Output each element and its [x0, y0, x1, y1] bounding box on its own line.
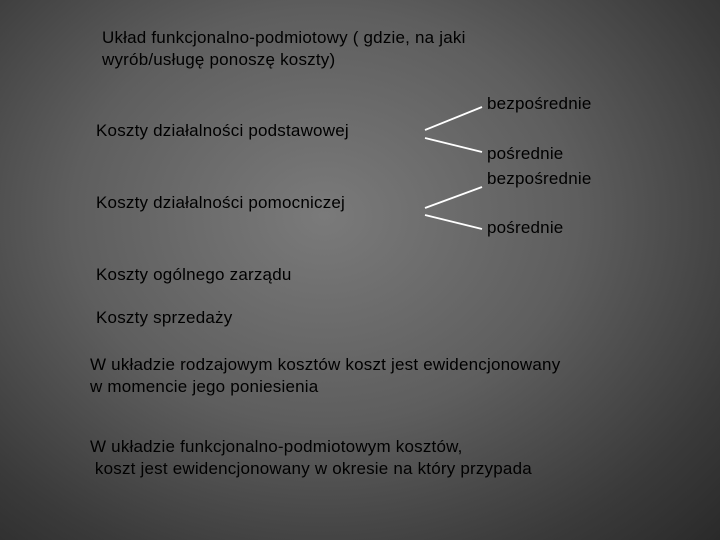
- category-pomocnicza: Koszty działalności pomocniczej: [96, 193, 346, 212]
- connector-2-down: [425, 215, 482, 229]
- category-zarzad: Koszty ogólnego zarządu: [96, 265, 292, 284]
- branch-2-bezposrednie: bezpośrednie: [487, 169, 592, 188]
- branch-1-posrednie: pośrednie: [487, 144, 564, 163]
- note-rodzajowy-line1: W układzie rodzajowym kosztów koszt jest ewidencjonowany: [90, 355, 561, 374]
- branch-2-posrednie: pośrednie: [487, 218, 564, 237]
- note-rodzajowy-line2: w momencie jego poniesienia: [90, 377, 319, 396]
- branch-1-bezposrednie: bezpośrednie: [487, 94, 592, 113]
- note-funkcjonalny-line1: W układzie funkcjonalno-podmiotowym kosztów,: [90, 437, 463, 456]
- connector-2-up: [425, 187, 482, 208]
- note-funkcjonalny: [90, 436, 532, 480]
- slide-title-line1: Układ funkcjonalno-podmiotowy ( gdzie, na jaki: [102, 28, 466, 47]
- note-funkcjonalny-line2: koszt jest ewidencjonowany w okresie na który przypada: [90, 459, 532, 478]
- category-sprzedaz: Koszty sprzedaży: [96, 308, 233, 327]
- note-rodzajowy: [90, 354, 560, 398]
- connector-1-up: [425, 107, 482, 130]
- category-podstawowa: Koszty działalności podstawowej: [96, 121, 349, 140]
- slide-title-line2: wyrób/usługę ponoszę koszty): [102, 50, 336, 69]
- connector-1-down: [425, 138, 482, 152]
